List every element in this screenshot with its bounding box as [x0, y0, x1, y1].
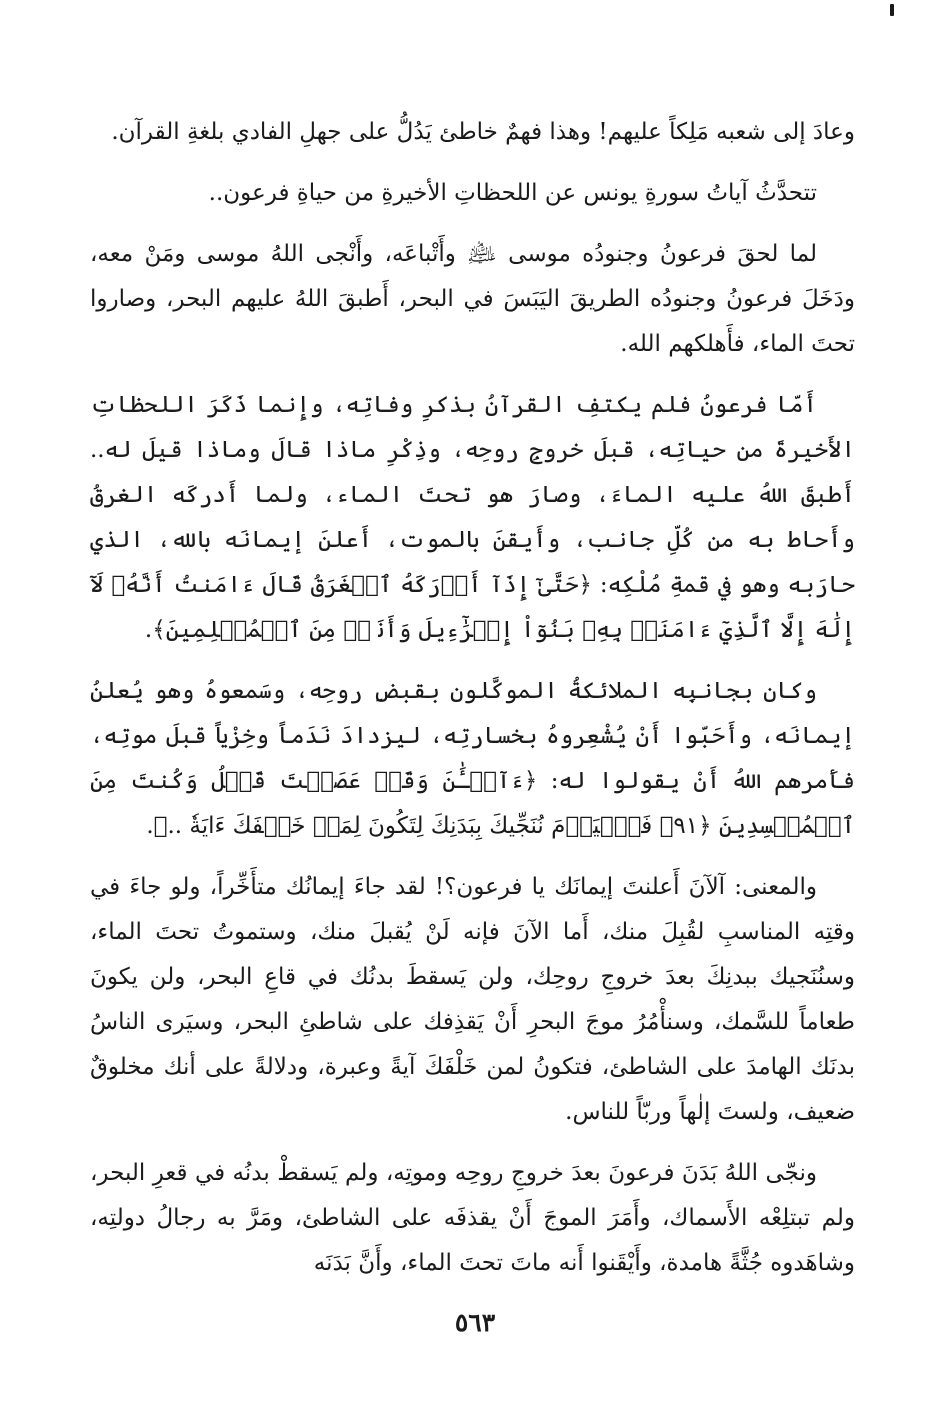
paragraph-4: أَمّا فرعونُ فلم يكتفِ القرآنُ بذكرِ وفاتِه، وإِنما ذَكَرَ اللحظاتِ الأَخيرةَ من حياتِه، قبلَ خروجِ روحِه، وذِكْرِ ماذا قالَ وماذا قيلَ له.. أَطبقَ اللهُ عليه الماءَ، وصارَ هو تحتَ الماء، ولما أَدركَه الغرقُ وأَحاط به من كُلِّ جانب، وأَيقنَ بالموت، أَعلنَ إيمانَه بالله، الذي حارَبه وهو في قمةِ مُلْكِه: ﴿حَتَّىٰٓ إِذَآ أَدۡرَكَهُ ٱلۡغَرَقُ قَالَ ءَامَنتُ أَنَّهُۥ لَآ إِلَٰهَ إِلَّا ٱلَّذِيٓ ءَامَنَتۡ بِهِۦ بَنُوٓاْ إِسۡرَٰٓءِيلَ وَأَنَا۠ مِنَ ٱلۡمُسۡلِمِينَ﴾. [90, 392, 855, 643]
page-body [90, 110, 855, 1302]
page-number: ٥٦٣ [454, 1308, 496, 1337]
paragraph-6: والمعنى: آلآنَ أَعلنتَ إيمانَك يا فرعون؟! لقد جاءَ إيمانُك متأَخِّراً، ولو جاءَ في وقتِه المناسبِ لقُبِلَ منك، أَما الآنَ فإنه لَنْ يُقبلَ منك، وستموتُ تحتَ الماء، وسنُنَجيك ببدنِكَ بعدَ خروجِ روحِك، ولن يَسقطَ بدنُك في قاعِ البحر، ولن يكونَ طعاماً للسَّمك، وسنأْمُرُ موجَ البحرِ أَنْ يَقذِفك على شاطئِ البحر، وسيَرى الناسُ بدنَك الهامدَ على الشاطئ، فتكونُ لمن خَلْفَكَ آيةً وعبرة، ودلالةً على أنك مخلوقٌ ضعيف، ولستَ إلٰهاً وربّاً للناس. [90, 874, 855, 1125]
paragraph-1: وعادَ إلى شعبه مَلِكاً عليهم! وهذا فهمٌ خاطئ يَدُلُّ على جهلِ الفادي بلغةِ القرآن. [111, 119, 855, 145]
paragraph-2: تتحدَّثُ آياتُ سورةِ يونس عن اللحظاتِ الأخيرةِ من حياةِ فرعون.. [208, 180, 817, 206]
paragraph-5: وكان بجانبِه الملائكةُ الموكَّلون بقبضِ روحِه، وسَمعوهُ وهو يُعلنُ إيمانَه، وأَحَبّوا أَنْ يُشْعِروهُ بخسارتِه، ليزدادَ نَدَماً وخِزْياً قبلَ موتِه، فأَمرهم اللهُ أَنْ يقولوا له: ﴿ءَآلۡـَٰٔنَ وَقَدۡ عَصَيۡتَ قَبۡلُ وَكُنتَ مِنَ ٱلۡمُفۡسِدِينَ ﴿٩١﴾ فَٱلۡيَوۡمَ نُنَجِّيكَ بِبَدَنِكَ لِتَكُونَ لِمَنۡ خَلۡفَكَ ءَايَةٗ ..﴾. [90, 678, 855, 839]
paragraph-3: لما لحقَ فرعونُ وجنودُه موسى ﵇ وأَتْباعَه، وأَنْجى اللهُ موسى ومَنْ معه، ودَخَلَ فرعونُ وجنودُه الطريقَ اليَبَسَ في البحر، أَطبقَ اللهُ عليهم البحر، وصاروا تحتَ الماء، فأَهلكهم الله. [90, 241, 855, 357]
corner-mark [890, 4, 894, 16]
paragraph-7: ونجّى اللهُ بَدَنَ فرعونَ بعدَ خروجِ روحِه وموتِه، ولم يَسقطْ بدنُه في قعرِ البحر، ولم تبتلِعْه الأَسماك، وأَمَرَ الموجَ أَنْ يقذفَه على الشاطئ، ومَرَّ به رجالُ دولتِه، وشاهَدوه جُثَّةً هامدة، وأَيْقَنوا أَنه ماتَ تحتَ الماء، وأَنَّ بَدَنَه [90, 1160, 855, 1276]
